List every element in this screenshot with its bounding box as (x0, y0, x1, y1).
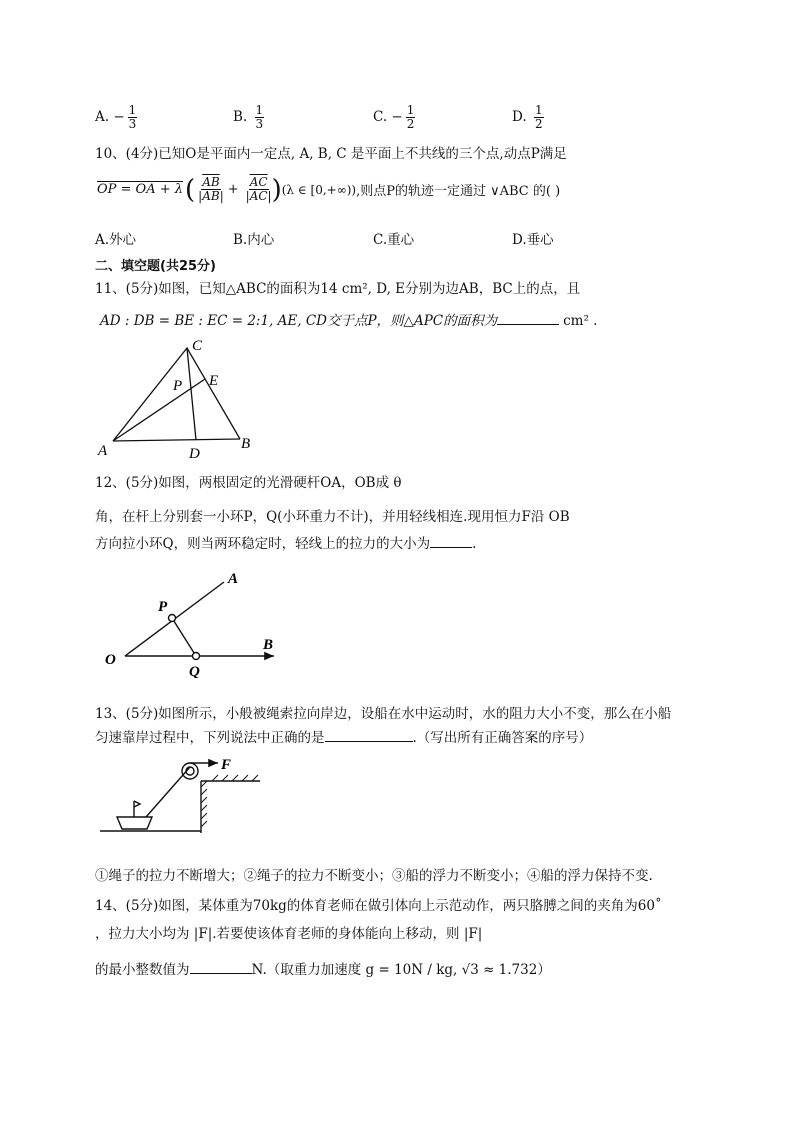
label-a: A (228, 571, 239, 587)
boat-flag (134, 801, 140, 807)
answer-blank (430, 535, 472, 548)
label-c: C (192, 338, 203, 354)
connecting-string (172, 618, 196, 656)
q10-option-a: A.外心 (95, 232, 137, 248)
label-b: B (263, 637, 274, 653)
answer-blank (497, 312, 559, 325)
q10-option-d: D.垂心 (512, 232, 554, 248)
ring-q (193, 653, 200, 660)
q10-option-c: C.重心 (373, 232, 415, 248)
force-label: F (221, 757, 232, 773)
pulley-outer (182, 763, 198, 779)
triangle-side (113, 348, 240, 441)
q14-stem: 14、(5分)如图，某体重为70kg的体育老师在做引体向上示范动作，两只胳膊之间的夹角为60˚ (95, 898, 662, 914)
q11-triangle-figure (95, 330, 265, 460)
q9-option-a: A. − $\frac{1}{3}$ (95, 103, 137, 131)
q13-boat-figure (100, 755, 270, 840)
q13-choices: ①绳子的拉力不断增大；②绳子的拉力不断变小；③船的浮力不断变小；④船的浮力保持不变. (95, 868, 653, 884)
label-a: A (98, 443, 108, 459)
q10-term-ab: $\frac{\overline{AB}}{|AB|}$ (198, 175, 224, 203)
q9-option-c: C. − $\frac{1}{2}$ (373, 103, 415, 131)
label-b: B (241, 436, 251, 452)
bank-hatching (201, 775, 258, 827)
q13-stem: 13、(5分)如图所示，小般被绳索拉向岸边，设船在水中运动时，水的阻力大小不变，那么在小船 (95, 706, 672, 722)
q9-option-b: B. $\frac{1}{3}$ (233, 103, 264, 131)
q12-rods-figure (100, 566, 300, 678)
label-p: P (158, 599, 168, 615)
label-e: E (209, 373, 219, 389)
q11-question: AD : DB = BE : EC = 2:1, AE, CD交于点P，则△APC的面积为 cm² . (100, 313, 598, 329)
label-d: D (189, 446, 200, 460)
boat-hull (117, 817, 152, 829)
q13-question: 匀速靠岸过程中，下列说法中正确的是 .（写出所有正确答案的序号） (95, 730, 593, 746)
q12-stem-2: 角，在杆上分别套一小环P，Q(小环重力不计)，并用轻线相连.现用恒力F沿 OB (95, 509, 570, 525)
answer-blank (190, 961, 252, 974)
q12-question: 方向拉小环Q，则当两环稳定时，轻线上的拉力的大小为 . (95, 536, 477, 552)
triangle-side-ab (113, 439, 240, 441)
q14-question: 的最小整数值为 N.（取重力加速度 g = 10N / kg, √3 ≈ 1.732） (95, 962, 551, 978)
section-title: 二、填空题(共25分) (95, 259, 216, 274)
q11-stem: 11、(5分)如图，已知△ABC的面积为14 cm², D, E分别为边AB，BC上的点，且 (95, 281, 581, 297)
q14-stem-2: ，拉力大小均为 |F|.若要使该体育老师的身体能向上移动，则 |F| (95, 926, 483, 942)
label-p: P (173, 378, 183, 394)
label-q: Q (189, 664, 200, 678)
label-o: O (105, 652, 116, 668)
q10-formula: OP = OA + λ ( $\frac{\overline{AB}}{|AB|}$ + $\frac{\overline{AC}}{|AC|}$ ) (λ ∈ [0,+∞)) ,则点P的轨迹一定通过 ∨ABC 的( ) (97, 174, 561, 205)
q10-term-ac: $\frac{\overline{AC}}{|AC|}$ (245, 175, 272, 203)
q9-option-d: D. $\frac{1}{2}$ (512, 103, 543, 131)
q10-stem: 10、(4分)已知O是平面内一定点, A, B, C 是平面上不共线的三个点,动点P满足 (95, 146, 567, 162)
q10-option-b: B.内心 (233, 232, 275, 248)
answer-blank (325, 729, 413, 742)
q12-stem: 12、(5分)如图，两根固定的光滑硬杆OA，OB成 θ (95, 475, 402, 491)
ring-p (169, 615, 176, 622)
